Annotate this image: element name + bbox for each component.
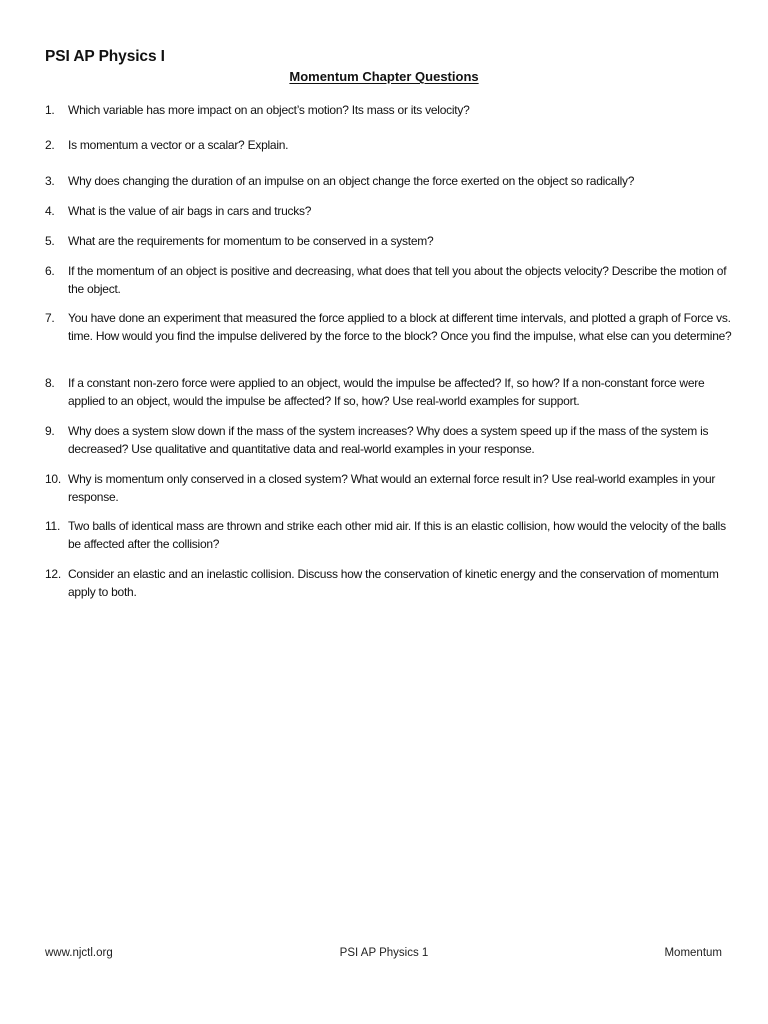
question-text: Why is momentum only conserved in a closed system? What would an external force result in? Use real-world examples in your response.: [68, 472, 716, 504]
question-number: 8.: [45, 376, 55, 390]
question-text: You have done an experiment that measured the force applied to a block at different time intervals, and plotted a graph of Force vs. time. How would you find the impulse delivered by the force to the block? Once you find the impulse, what else can you determine?: [68, 311, 732, 343]
question-number: 5.: [45, 234, 55, 248]
question-item: [45, 263, 735, 298]
footer-chapter: Momentum: [664, 947, 722, 959]
question-number: 2.: [45, 138, 55, 152]
page-title: PSI AP Physics I: [45, 48, 165, 65]
question-item: [45, 137, 735, 155]
question-item: [45, 471, 735, 506]
question-item: [45, 233, 735, 251]
question-item: [45, 375, 735, 410]
question-number: 12.: [45, 567, 61, 581]
question-item: [45, 423, 735, 458]
question-text: If the momentum of an object is positive and decreasing, what does that tell you about the objects velocity? Describe the motion of the object.: [68, 264, 727, 296]
question-number: 3.: [45, 174, 55, 188]
question-text: Consider an elastic and an inelastic collision. Discuss how the conservation of kinetic energy and the conservation of momentum apply to both.: [68, 567, 719, 599]
question-text: What are the requirements for momentum to be conserved in a system?: [68, 234, 434, 248]
question-item: [45, 518, 735, 553]
question-text: If a constant non-zero force were applied to an object, would the impulse be affected? If, so how? If a non-constant force were applied to an object, would the impulse be affected? If so, how? Use real-world examples for support.: [68, 376, 705, 408]
question-text: Why does a system slow down if the mass of the system increases? Why does a system speed up if the mass of the system is decreased? Use qualitative and quantitative data and real-world examples in your response.: [68, 424, 709, 456]
question-number: 11.: [45, 519, 61, 533]
footer-website: www.njctl.org: [45, 947, 113, 959]
question-item: [45, 310, 735, 345]
question-text: Which variable has more impact on an object’s motion? Its mass or its velocity?: [68, 103, 470, 117]
question-number: 7.: [45, 311, 55, 325]
question-text: What is the value of air bags in cars and trucks?: [68, 204, 312, 218]
question-item: [45, 102, 735, 120]
question-number: 9.: [45, 424, 55, 438]
question-text: Is momentum a vector or a scalar? Explain.: [68, 138, 289, 152]
question-number: 4.: [45, 204, 55, 218]
footer-course: PSI AP Physics 1: [339, 947, 429, 959]
question-number: 10.: [45, 472, 61, 486]
question-item: [45, 566, 735, 601]
document-heading: Momentum Chapter Questions: [289, 69, 479, 84]
question-item: [45, 203, 735, 221]
question-number: 1.: [45, 103, 55, 117]
question-number: 6.: [45, 264, 55, 278]
question-text: Two balls of identical mass are thrown and strike each other mid air. If this is an elastic collision, how would the velocity of the balls be affected after the collision?: [68, 519, 726, 551]
question-item: [45, 173, 735, 191]
question-text: Why does changing the duration of an impulse on an object change the force exerted on the object so radically?: [68, 174, 635, 188]
